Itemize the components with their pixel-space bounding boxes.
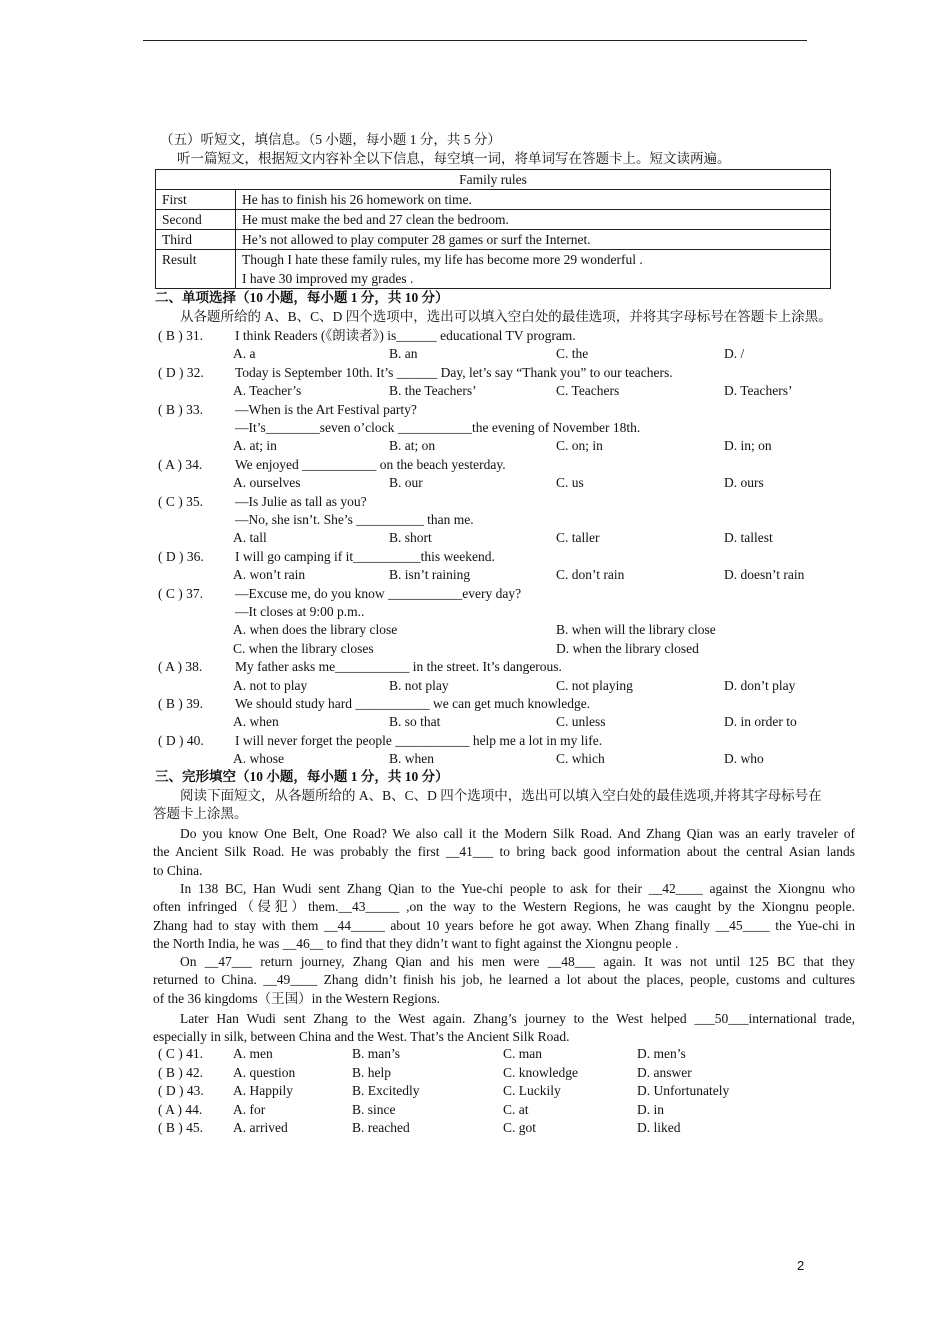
option-c: C. us — [556, 475, 584, 491]
option-d: D. / — [724, 346, 745, 362]
cloze-option-c: C. at — [503, 1101, 529, 1117]
option-c: C. not playing — [556, 677, 633, 693]
option-a: A. not to play — [233, 677, 308, 693]
option-a: A. tall — [233, 530, 267, 546]
cloze-option-a: A. Happily — [233, 1083, 293, 1099]
option-b: B. the Teachers’ — [389, 383, 477, 399]
section3-title: 三、完形填空（10 小题，每小题 1 分，共 10 分） — [155, 769, 449, 784]
question-text: —It closes at 9:00 p.m.. — [235, 604, 365, 619]
option-d: D. don’t play — [724, 677, 796, 693]
question-text: We should study hard ___________ we can get much knowledge. — [235, 696, 591, 711]
question-answer: ( D ) 40. — [158, 732, 204, 748]
option-d: D. doesn’t rain — [724, 567, 805, 583]
option-d: D. Teachers’ — [724, 383, 793, 399]
option-c: C. when the library closes — [233, 640, 374, 656]
cloze-option-b: B. reached — [352, 1120, 410, 1136]
section3-instruction-1: 阅读下面短文，从各题所给的 A、B、C、D 四个选项中，选出可以填入空白处的最佳选项,并将其字母标号在 — [180, 788, 822, 803]
passage-line: Zhang had to stay with them __44_____ about 10 years before he got away. When Zhang finally __45____ the Yue-chi in — [153, 917, 855, 933]
cloze-option-d: D. answer — [637, 1064, 692, 1080]
option-d: D. who — [724, 751, 764, 767]
section5-instruction: 听一篇短文，根据短文内容补全以下信息，每空填一词，将单词写在答题卡上。短文读两遍。 — [177, 151, 731, 166]
table-header: Family rules — [156, 170, 831, 190]
option-a: A. a — [233, 346, 256, 362]
section5-title: （五）听短文，填信息。（5 小题，每小题 1 分，共 5 分） — [160, 132, 501, 147]
row-value: He must make the bed and 27 clean the bedroom. — [236, 210, 831, 230]
passage-line: returned to China. __49____ Zhang didn’t finish his job, he learned a lot about the places, people, customs and cultures — [153, 972, 855, 988]
table-row — [156, 230, 831, 250]
question-text: I think Readers (《朗读者》) is______ educational TV program. — [235, 328, 576, 343]
cloze-answer: ( B ) 45. — [158, 1120, 203, 1136]
option-d: D. ours — [724, 475, 764, 491]
cloze-option-a: A. men — [233, 1046, 273, 1061]
question-answer: ( B ) 33. — [158, 401, 203, 417]
cloze-option-d: D. liked — [637, 1120, 681, 1136]
cloze-option-b: B. help — [352, 1064, 391, 1080]
option-b: B. when — [389, 751, 434, 767]
cloze-option-b: B. since — [352, 1101, 396, 1117]
passage-line: In 138 BC, Han Wudi sent Zhang Qian to the Yue-chi people to ask for their __42____ against the Xiongnu who — [180, 880, 855, 896]
passage-line: the Ancient Silk Road. He was probably the first __41___ to bring back good information about the central Asian lands — [153, 844, 855, 860]
question-answer: ( B ) 39. — [158, 696, 203, 711]
question-text: —It’s________seven o’clock ___________the evening of November 18th. — [235, 420, 641, 435]
question-answer: ( D ) 32. — [158, 364, 204, 380]
cloze-answer: ( A ) 44. — [158, 1101, 203, 1117]
option-a: A. when — [233, 714, 279, 730]
option-c: C. the — [556, 346, 589, 362]
option-b: B. when will the library close — [556, 622, 716, 638]
option-a: A. won’t rain — [233, 567, 306, 583]
passage-line: On __47___ return journey, Zhang Qian and his men were __48___ again. It was not until 125 BC that they — [180, 954, 855, 970]
question-answer: ( C ) 37. — [158, 585, 203, 601]
table-row — [156, 210, 831, 230]
option-c: C. unless — [556, 714, 606, 730]
option-a: A. Teacher’s — [233, 383, 302, 399]
question-answer: ( D ) 36. — [158, 548, 204, 564]
cloze-option-c: C. Luckily — [503, 1083, 561, 1099]
option-b: B. an — [389, 346, 418, 362]
row-value: He’s not allowed to play computer 28 games or surf the Internet. — [236, 230, 831, 250]
option-b: B. our — [389, 475, 423, 491]
cloze-option-d: D. in — [637, 1101, 664, 1117]
cloze-option-a: A. question — [233, 1064, 296, 1080]
passage-line: Later Han Wudi sent Zhang to the West again. Zhang’s journey to the West helped ___50___international trade, — [180, 1010, 855, 1026]
cloze-option-b: B. man’s — [352, 1046, 401, 1061]
question-answer: ( B ) 31. — [158, 328, 203, 343]
option-b: B. so that — [389, 714, 441, 730]
option-d: D. tallest — [724, 530, 773, 546]
cloze-answer: ( B ) 42. — [158, 1064, 203, 1080]
option-a: A. at; in — [233, 438, 277, 454]
option-d: D. in; on — [724, 438, 772, 454]
option-c: C. on; in — [556, 438, 603, 454]
row-key: Third — [156, 230, 236, 250]
question-answer: ( A ) 34. — [158, 456, 203, 472]
passage-line: to China. — [153, 862, 203, 878]
option-b: B. short — [389, 530, 432, 546]
passage-line: often infringed（侵犯）them.__43_____ ,on the way to the Western Regions, he was caught by the Xiongnu people. — [153, 899, 855, 915]
row-key: Result — [156, 250, 236, 289]
question-text: —No, she isn’t. She’s __________ than me. — [235, 512, 474, 527]
top-rule — [143, 40, 807, 41]
cloze-answer: ( D ) 43. — [158, 1083, 204, 1099]
option-c: C. don’t rain — [556, 567, 625, 583]
row-value: Though I hate these family rules, my life has become more 29 wonderful . — [242, 252, 643, 267]
row-key: Second — [156, 210, 236, 230]
question-text: Today is September 10th. It’s ______ Day, let’s say “Thank you” to our teachers. — [235, 364, 673, 380]
cloze-option-d: D. Unfortunately — [637, 1083, 730, 1099]
cloze-option-d: D. men’s — [637, 1046, 686, 1061]
option-a: A. ourselves — [233, 475, 301, 491]
question-text: —When is the Art Festival party? — [235, 401, 417, 417]
option-a: A. when does the library close — [233, 622, 398, 638]
question-text: —Excuse me, do you know ___________every day? — [235, 585, 522, 601]
cloze-option-c: C. man — [503, 1046, 542, 1061]
passage-line: of the 36 kingdoms（王国）in the Western Regions. — [153, 990, 441, 1006]
family-rules-table — [155, 169, 831, 289]
section2-title: 二、单项选择（10 小题，每小题 1 分，共 10 分） — [155, 290, 449, 305]
row-value: He has to finish his 26 homework on time. — [236, 190, 831, 210]
table-row — [156, 190, 831, 210]
question-text: We enjoyed ___________ on the beach yesterday. — [235, 456, 506, 472]
question-text: I will never forget the people ___________ help me a lot in my life. — [235, 732, 603, 748]
question-answer: ( C ) 35. — [158, 493, 203, 509]
cloze-answer: ( C ) 41. — [158, 1046, 203, 1061]
row-value-2: I have 30 improved my grades . — [242, 271, 414, 286]
option-b: B. isn’t raining — [389, 567, 471, 583]
option-a: A. whose — [233, 751, 284, 767]
question-text: My father asks me___________ in the street. It’s dangerous. — [235, 659, 562, 675]
cloze-option-b: B. Excitedly — [352, 1083, 420, 1099]
option-d: D. in order to — [724, 714, 797, 730]
option-c: C. Teachers — [556, 383, 620, 399]
option-b: B. at; on — [389, 438, 436, 454]
table-row — [156, 250, 831, 289]
section3-instruction-2: 答题卡上涂黑。 — [153, 806, 248, 821]
page-number: 2 — [797, 1258, 805, 1273]
cloze-option-c: C. knowledge — [503, 1064, 578, 1080]
row-key: First — [156, 190, 236, 210]
question-text: I will go camping if it__________this weekend. — [235, 548, 495, 564]
passage-line: the North India, he was __46__ to find that they didn’t want to fight against the Xiongnu people . — [153, 935, 679, 951]
option-d: D. when the library closed — [556, 640, 699, 656]
section2-instruction: 从各题所给的 A、B、C、D 四个选项中，选出可以填入空白处的最佳选项，并将其字母标号在答题卡上涂黑。 — [180, 309, 832, 324]
passage-line: especially in silk, between China and the West. That’s the Ancient Silk Road. — [153, 1029, 570, 1044]
option-c: C. which — [556, 751, 605, 767]
question-answer: ( A ) 38. — [158, 659, 203, 675]
cloze-option-a: A. arrived — [233, 1120, 288, 1136]
question-text: —Is Julie as tall as you? — [235, 493, 367, 509]
passage-line: Do you know One Belt, One Road? We also call it the Modern Silk Road. And Zhang Qian was an early traveler of — [180, 826, 855, 841]
option-b: B. not play — [389, 677, 449, 693]
option-c: C. taller — [556, 530, 600, 546]
cloze-option-c: C. got — [503, 1120, 537, 1136]
row-value-multi — [236, 250, 831, 289]
cloze-option-a: A. for — [233, 1101, 266, 1117]
